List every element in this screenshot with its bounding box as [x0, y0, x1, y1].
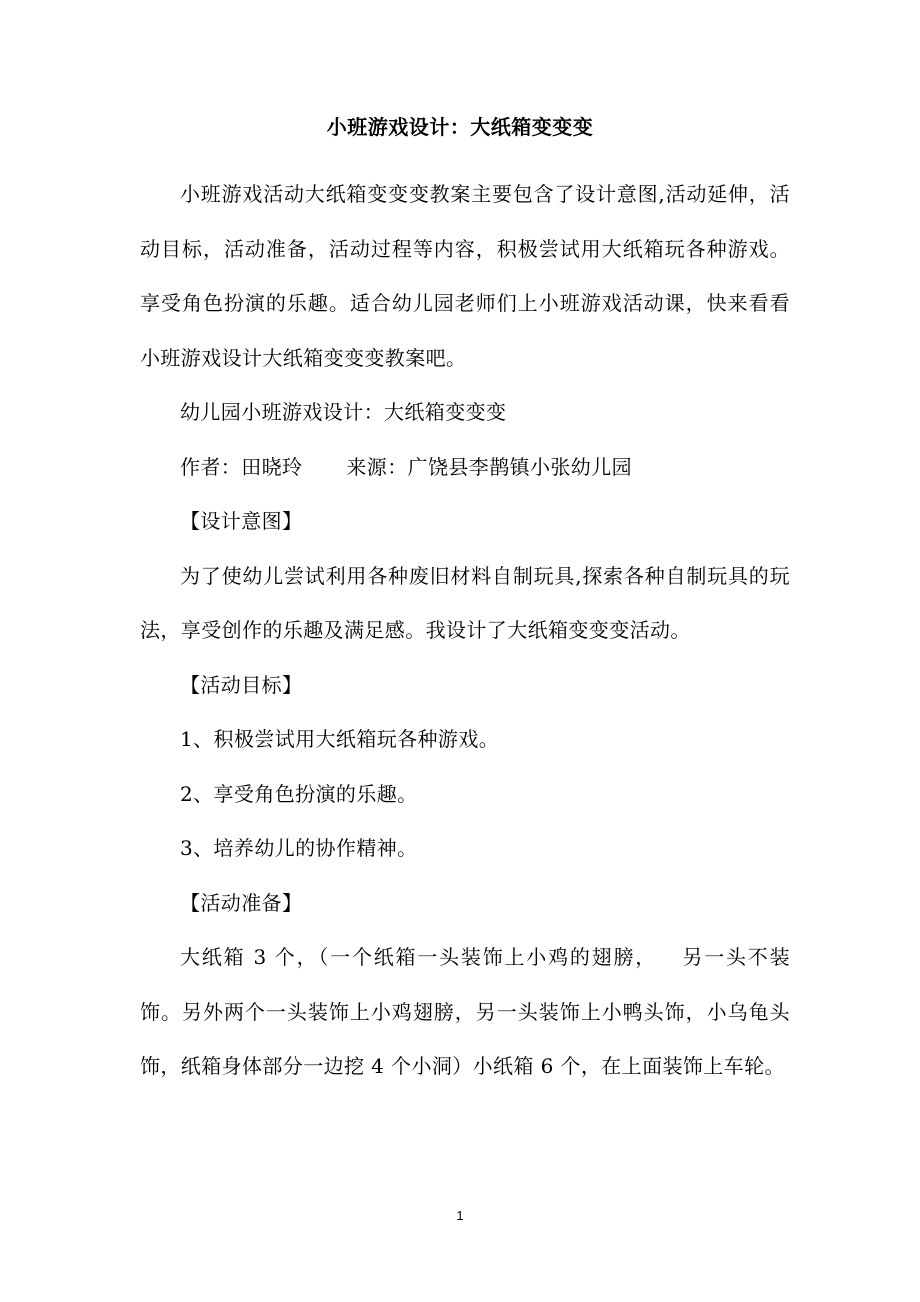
intro-paragraph: 小班游戏活动大纸箱变变变教案主要包含了设计意图,活动延伸，活动目标，活动准备，活动过程等内容，积极尝试用大纸箱玩各种游戏。享受角色扮演的乐趣。适合幼儿园老师们上小班游戏活动课，快来看看小班游戏设计大纸箱变变变教案吧。 — [140, 182, 790, 370]
page-number: 1 — [456, 1208, 464, 1223]
document-body — [140, 167, 790, 1094]
subtitle-line: 幼儿园小班游戏设计：大纸箱变变变 — [180, 400, 507, 424]
goal-item-3: 3、培养幼儿的协作精神。 — [180, 836, 418, 860]
goals-heading: 【活动目标】 — [180, 672, 303, 697]
author-text: 作者：田晓玲 — [180, 454, 303, 479]
source-text: 来源：广饶县李鹊镇小张幼儿园 — [346, 454, 633, 479]
document-title: 小班游戏设计：大纸箱变变变 — [326, 115, 594, 139]
design-intent-heading: 【设计意图】 — [180, 509, 303, 533]
preparation-text-part1: 大纸箱 3 个，（一个纸箱一头装饰上小鸡的翅膀， — [180, 945, 658, 969]
goal-item-2: 2、享受角色扮演的乐趣。 — [180, 781, 418, 806]
preparation-text-part2: 另一头不装饰。另外两个一头装饰上小鸡翅膀，另一头装饰上小鸭头饰，小乌龟头饰，纸箱身体部分一边挖 4 个小洞）小纸箱 6 个，在上面装饰上车轮。 — [140, 945, 791, 1078]
goal-item-1: 1、积极尝试用大纸箱玩各种游戏。 — [180, 727, 500, 751]
preparation-paragraph — [140, 930, 790, 1094]
author-source-line — [140, 440, 790, 495]
design-intent-paragraph: 为了使幼儿尝试利用各种废旧材料自制玩具,探索各种自制玩具的玩法，享受创作的乐趣及满足感。我设计了大纸箱变变变活动。 — [140, 563, 790, 642]
preparation-heading: 【活动准备】 — [180, 890, 303, 915]
